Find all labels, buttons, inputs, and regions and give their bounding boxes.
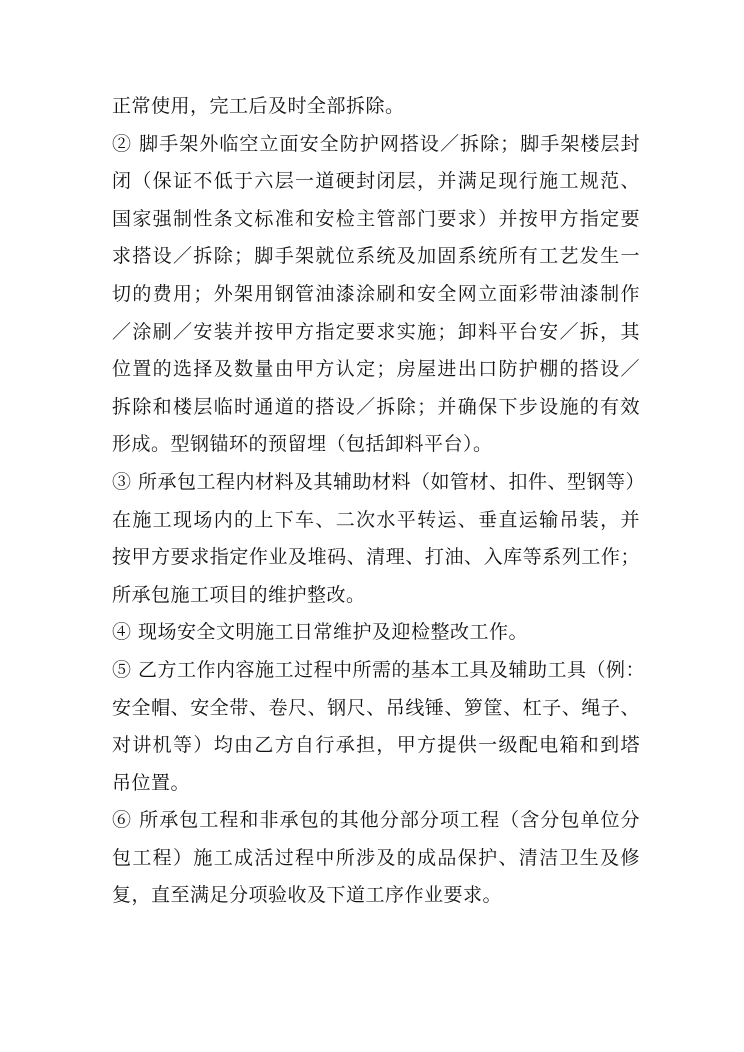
- text-line: 包工程）施工成活过程中所涉及的成品保护、清洁卫生及修: [112, 846, 640, 869]
- text-line: 位置的选择及数量由甲方认定；房屋进出口防护棚的搭设／: [112, 358, 640, 381]
- text-line: ⑤ 乙方工作内容施工过程中所需的基本工具及辅助工具（例：: [112, 658, 646, 681]
- text-line: 切的费用；外架用钢管油漆涂刷和安全网立面彩带油漆制作: [112, 282, 640, 305]
- text-line: 对讲机等）均由乙方自行承担，甲方提供一级配电箱和到塔: [112, 734, 640, 757]
- text-line: 在施工现场内的上下车、二次水平转运、垂直运输吊装，并: [112, 508, 640, 531]
- text-line: 形成。型钢锚环的预留埋（包括卸料平台）。: [112, 433, 493, 456]
- text-line: ⑥ 所承包工程和非承包的其他分部分项工程（含分包单位分: [112, 809, 640, 832]
- text-line: 国家强制性条文标准和安检主管部门要求）并按甲方指定要: [112, 207, 640, 230]
- text-line: 按甲方要求指定作业及堆码、清理、打油、入库等系列工作；: [112, 546, 640, 569]
- text-line: ② 脚手架外临空立面安全防护网搭设／拆除；脚手架楼层封: [112, 132, 640, 155]
- text-line: ③ 所承包工程内材料及其辅助材料（如管材、扣件、型钢等）: [112, 470, 646, 493]
- text-line: 求搭设／拆除；脚手架就位系统及加固系统所有工艺发生一: [112, 245, 640, 268]
- text-line: 安全帽、安全带、卷尺、钢尺、吊线锤、箩筐、杠子、绳子、: [112, 696, 640, 719]
- text-line: 闭（保证不低于六层一道硬封闭层，并满足现行施工规范、: [112, 170, 640, 193]
- text-line: 正常使用，完工后及时全部拆除。: [112, 95, 405, 117]
- text-line: ／涂刷／安装并按甲方指定要求实施；卸料平台安／拆，其: [112, 320, 640, 343]
- text-line: ④ 现场安全文明施工日常维护及迎检整改工作。: [112, 621, 529, 644]
- text-line: 拆除和楼层临时通道的搭设／拆除；并确保下步设施的有效: [112, 395, 640, 418]
- text-line: 复，直至满足分项验收及下道工序作业要求。: [112, 884, 503, 907]
- document-body: [112, 88, 646, 915]
- text-line: 所承包施工项目的维护整改。: [112, 583, 366, 606]
- text-line: 吊位置。: [112, 771, 191, 794]
